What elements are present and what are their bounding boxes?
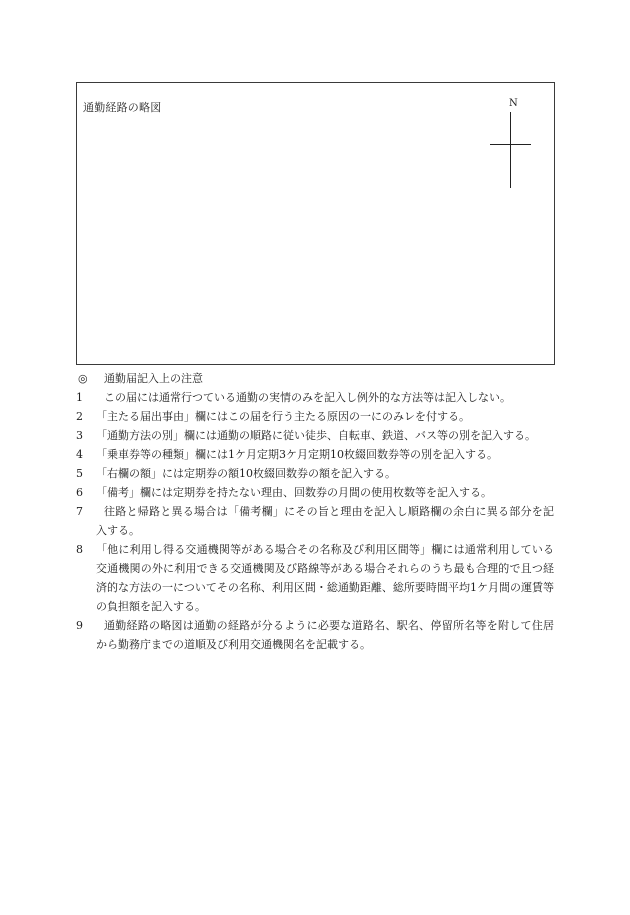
note-text: この届には通常行つている通勤の実情のみを記入し例外的な方法等は記入しない。 xyxy=(104,391,511,404)
route-map-box xyxy=(76,82,555,365)
compass-horizontal-line xyxy=(490,144,531,145)
note-item xyxy=(76,388,554,407)
note-number: 3 xyxy=(76,429,83,442)
notes-heading xyxy=(76,368,554,388)
note-number: 5 xyxy=(76,467,83,480)
note-number: 8 xyxy=(76,543,83,556)
note-item xyxy=(76,616,554,654)
note-number: 4 xyxy=(76,448,83,461)
note-number: 2 xyxy=(76,410,83,423)
compass-north-label: N xyxy=(509,98,518,109)
notes-section xyxy=(76,368,554,654)
note-item xyxy=(76,426,554,445)
compass-vertical-line xyxy=(510,112,511,188)
note-item xyxy=(76,540,554,616)
note-text: 「通勤方法の別」欄には通勤の順路に従い徒歩、自転車、鉄道、バス等の別を記入する。 xyxy=(96,429,536,442)
note-number: 7 xyxy=(76,505,83,518)
route-map-title: 通勤経路の略図 xyxy=(83,101,162,114)
note-item xyxy=(76,502,554,540)
note-item xyxy=(76,464,554,483)
note-text: 「備考」欄には定期券を持たない理由、回数券の月間の使用枚数等を記入する。 xyxy=(96,486,492,499)
note-number: 9 xyxy=(76,619,83,632)
double-circle-icon: ◎ xyxy=(78,371,88,385)
note-text: 「乗車券等の種類」欄には1ケ月定期3ケ月定期10枚綴回数券等の別を記入する。 xyxy=(96,448,498,461)
notes-heading-text: 通勤届記入上の注意 xyxy=(104,371,203,385)
note-text: 「主たる届出事由」欄にはこの届を行う主たる原因の一にのみレを付する。 xyxy=(96,410,470,423)
note-text: 「右欄の額」には定期券の額10枚綴回数券の額を記入する。 xyxy=(96,467,396,480)
note-number: 6 xyxy=(76,486,83,499)
note-number: 1 xyxy=(76,391,83,404)
note-item xyxy=(76,445,554,464)
note-item xyxy=(76,483,554,502)
note-text: 往路と帰路と異る場合は「備考欄」にその旨と理由を記入し順路欄の余白に異る部分を記入する。 xyxy=(96,505,554,537)
note-item xyxy=(76,407,554,426)
note-text: 「他に利用し得る交通機関等がある場合その名称及び利用区間等」欄には通常利用している交通機関の外に利用できる交通機関及び路線等がある場合それらのうち最も合理的で且つ経済的な方法の一についてその名称、利用区間・総通勤距離、総所要時間平均1ケ月間の運賃等の負担額を記入する。 xyxy=(96,543,554,613)
note-text: 通勤経路の略図は通勤の経路が分るように必要な道路名、駅名、停留所名等を附して住居から勤務庁までの道順及び利用交通機関名を記載する。 xyxy=(96,619,554,651)
